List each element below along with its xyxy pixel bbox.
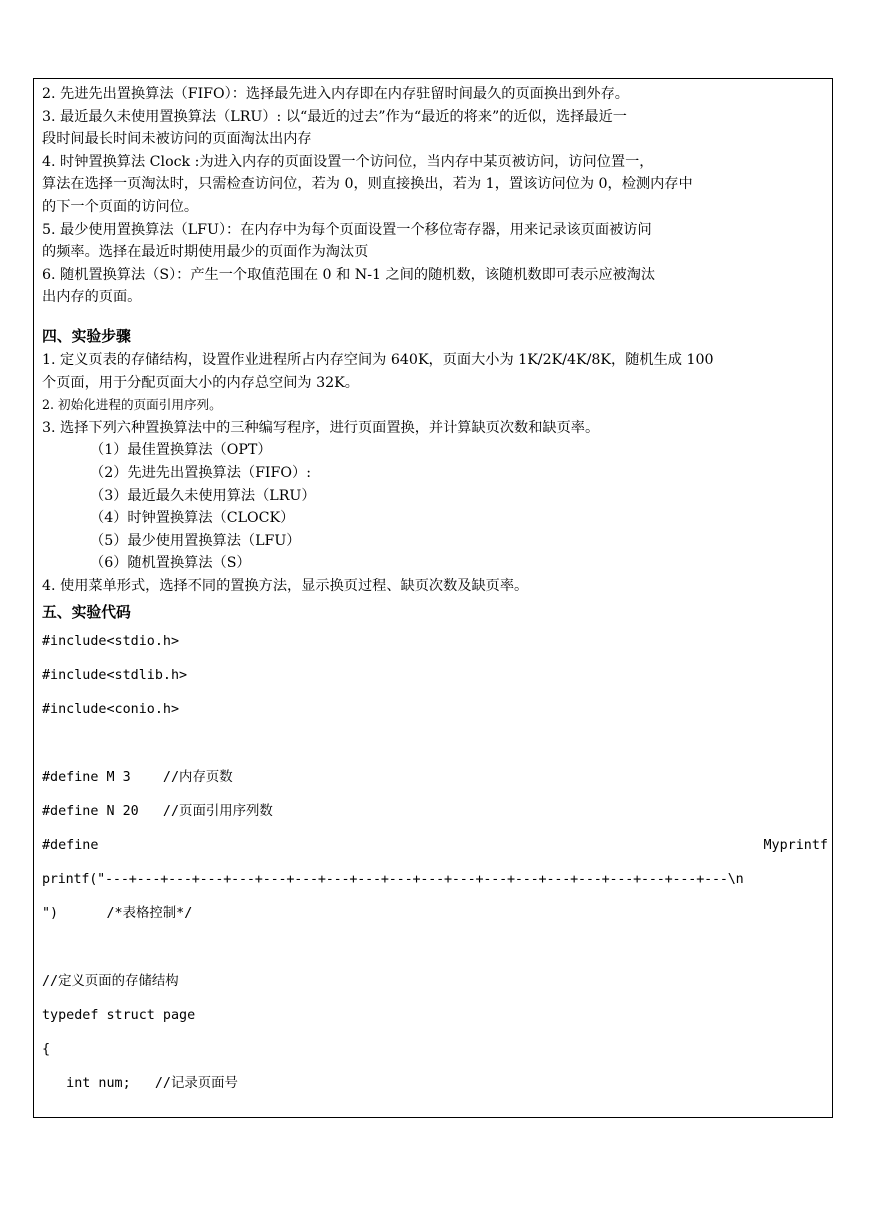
code-define-keyword: #define — [42, 838, 99, 854]
algorithm-fifo: 2. 先进先出置换算法（FIFO）：选择最先进入内存即在内存驻留时间最久的页面换出到外存。 — [42, 86, 629, 102]
algorithm-random-cont: 出内存的页面。 — [42, 289, 142, 306]
code-line-comment: //定义页面的存储结构 — [42, 974, 179, 990]
option-item: （3）最近最久未使用算法（LRU） — [90, 487, 316, 504]
option-item: （5）最少使用置换算法（LFU） — [90, 532, 301, 549]
algorithm-clock-cont: 算法在选择一页淘汰时，只需检查访问位，若为 0，则直接换出，若为 1，置该访问位为 0，检测内存中 — [42, 176, 693, 193]
algorithm-lru: 3. 最近最久未使用置换算法（LRU）: 以“最近的过去”作为“最近的将来”的近似，选择最近一 — [42, 108, 627, 125]
algorithm-list — [42, 83, 828, 309]
spacer — [42, 309, 828, 323]
algorithm-clock: 4. 时钟置换算法 Clock :为进入内存的页面设置一个访问位，当内存中某页被访问，访问位置一， — [42, 153, 654, 170]
algorithm-lru-cont: 段时间最长时间未被访问的页面淘汰出内存 — [42, 131, 312, 148]
section-title-steps: 四、实验步骤 — [42, 327, 131, 345]
code-line-typedef: typedef struct page — [42, 1008, 196, 1024]
option-item: （4）时钟置换算法（CLOCK） — [90, 510, 295, 527]
algorithm-clock-cont2: 的下一个页面的访问位。 — [42, 198, 199, 215]
content-frame — [33, 78, 833, 1118]
code-blank-line — [42, 727, 828, 761]
code-line-field: int num; //记录页面号 — [42, 1076, 238, 1092]
option-item: （6）随机置换算法（S） — [90, 555, 251, 572]
step-1-cont: 个页面，用于分配页面大小的内存总空间为 32K。 — [42, 374, 359, 391]
step-1: 1. 定义页表的存储结构，设置作业进程所占内存空间为 640K，页面大小为 1K/2K/4K/8K，随机生成 100 — [42, 351, 714, 368]
document-body — [42, 83, 828, 1101]
section-title-code: 五、实验代码 — [42, 604, 131, 622]
algorithm-lfu-cont: 的频率。选择在最近时期使用最少的页面作为淘汰页 — [42, 244, 369, 261]
code-block — [42, 625, 828, 1101]
code-line-brace: { — [42, 1042, 51, 1058]
algorithm-random: 6. 随机置换算法（S）：产生一个取值范围在 0 和 N-1 之间的随机数，该随机数即可表示应被淘汰 — [42, 266, 656, 283]
code-line-define-myprintf — [42, 829, 828, 863]
code-line-printf-end: ") /*表格控制*/ — [42, 906, 193, 922]
code-line-printf: printf("---+---+---+---+---+---+---+---+---+---+---+---+---+---+---+---+---+---+---+---\n — [42, 872, 744, 888]
step-2: 2. 初始化进程的页面引用序列。 — [42, 397, 222, 413]
algorithm-lfu: 5. 最少使用置换算法（LFU）：在内存中为每个页面设置一个移位寄存器，用来记录该页面被访问 — [42, 221, 652, 238]
code-line-define-n: #define N 20 //页面引用序列数 — [42, 804, 273, 820]
code-line-define-m: #define M 3 //内存页数 — [42, 770, 233, 786]
option-item: （2）先进先出置换算法（FIFO）: — [90, 464, 311, 481]
code-line-include-conio: #include<conio.h> — [42, 702, 180, 718]
step-3: 3. 选择下列六种置换算法中的三种编写程序，进行页面置换，并计算缺页次数和缺页率。 — [42, 419, 600, 436]
option-item: （1）最佳置换算法（OPT） — [90, 442, 272, 459]
code-line-include-stdio: #include<stdio.h> — [42, 634, 180, 650]
code-blank-line — [42, 931, 828, 965]
step-4: 4. 使用菜单形式，选择不同的置换方法，显示换页过程、缺页次数及缺页率。 — [42, 577, 529, 594]
code-line-include-stdlib: #include<stdlib.h> — [42, 668, 188, 684]
code-define-macro-name: Myprintf — [763, 838, 828, 854]
